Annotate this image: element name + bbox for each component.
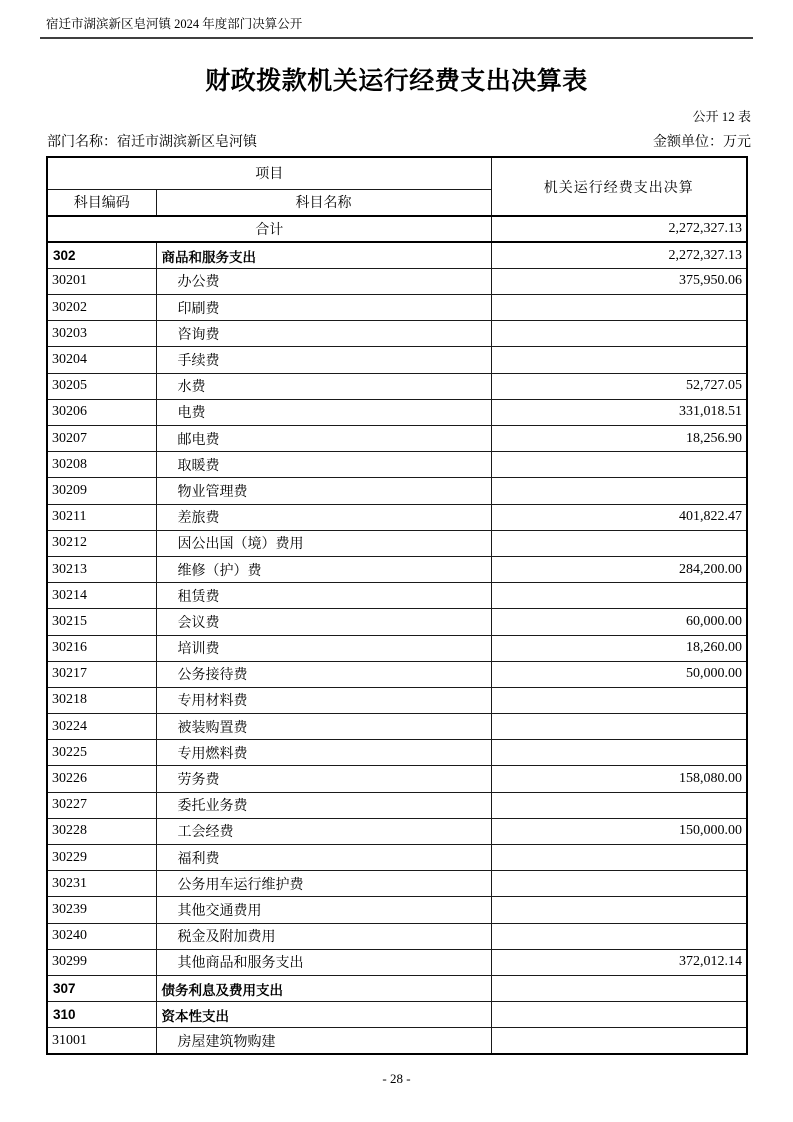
subject-name-cell: 委托业务费 bbox=[156, 792, 491, 818]
subject-name-cell: 商品和服务支出 bbox=[156, 242, 491, 268]
subject-name-cell: 差旅费 bbox=[156, 504, 491, 530]
amount-cell bbox=[491, 740, 747, 766]
amount-cell bbox=[491, 530, 747, 556]
header-row-project bbox=[47, 157, 747, 189]
subject-code-cell: 30214 bbox=[47, 583, 156, 609]
meta-row bbox=[40, 131, 753, 151]
subject-name-cell: 劳务费 bbox=[156, 766, 491, 792]
table-row bbox=[47, 530, 747, 556]
table-row bbox=[47, 1002, 747, 1028]
page-number: - 28 - bbox=[382, 1071, 411, 1086]
subject-code-cell: 30228 bbox=[47, 818, 156, 844]
subject-name-cell: 房屋建筑物购建 bbox=[156, 1028, 491, 1054]
department-name-label: 部门名称：宿迁市湖滨新区皂河镇 bbox=[47, 135, 257, 150]
subject-code-cell: 30215 bbox=[47, 609, 156, 635]
table-row bbox=[47, 583, 747, 609]
table-row bbox=[47, 897, 747, 923]
subject-code-cell: 30226 bbox=[47, 766, 156, 792]
subject-name-cell: 其他交通费用 bbox=[156, 897, 491, 923]
subject-code-cell: 31001 bbox=[47, 1028, 156, 1054]
subject-name-cell: 电费 bbox=[156, 399, 491, 425]
subject-code-cell: 310 bbox=[47, 1002, 156, 1028]
subject-name-cell: 水费 bbox=[156, 373, 491, 399]
table-row bbox=[47, 504, 747, 530]
table-row bbox=[47, 295, 747, 321]
table-row bbox=[47, 687, 747, 713]
table-row bbox=[47, 452, 747, 478]
subject-name-cell: 因公出国（境）费用 bbox=[156, 530, 491, 556]
table-row bbox=[47, 714, 747, 740]
subject-code-cell: 302 bbox=[47, 242, 156, 268]
table-row bbox=[47, 373, 747, 399]
amount-cell bbox=[491, 321, 747, 347]
subject-name-cell: 公务接待费 bbox=[156, 661, 491, 687]
table-row bbox=[47, 975, 747, 1001]
column-header-name: 科目名称 bbox=[156, 189, 491, 216]
subject-code-cell: 30240 bbox=[47, 923, 156, 949]
document-header bbox=[40, 12, 753, 39]
subject-code-cell: 30229 bbox=[47, 845, 156, 871]
amount-cell bbox=[491, 923, 747, 949]
table-row bbox=[47, 242, 747, 268]
table-row bbox=[47, 740, 747, 766]
table-row bbox=[47, 635, 747, 661]
subject-name-cell: 会议费 bbox=[156, 609, 491, 635]
subject-code-cell: 30231 bbox=[47, 871, 156, 897]
amount-cell: 158,080.00 bbox=[491, 766, 747, 792]
subject-code-cell: 30207 bbox=[47, 426, 156, 452]
subject-code-cell: 30209 bbox=[47, 478, 156, 504]
amount-cell: 284,200.00 bbox=[491, 556, 747, 582]
subject-name-cell: 印刷费 bbox=[156, 295, 491, 321]
amount-cell bbox=[491, 871, 747, 897]
amount-cell: 52,727.05 bbox=[491, 373, 747, 399]
subject-code-cell: 30299 bbox=[47, 949, 156, 975]
table-row bbox=[47, 399, 747, 425]
amount-cell: 60,000.00 bbox=[491, 609, 747, 635]
amount-cell bbox=[491, 478, 747, 504]
amount-cell bbox=[491, 583, 747, 609]
table-row bbox=[47, 426, 747, 452]
table-row bbox=[47, 949, 747, 975]
amount-cell: 372,012.14 bbox=[491, 949, 747, 975]
subject-name-cell: 工会经费 bbox=[156, 818, 491, 844]
subject-name-cell: 专用燃料费 bbox=[156, 740, 491, 766]
subject-code-cell: 307 bbox=[47, 975, 156, 1001]
expense-table-body bbox=[47, 216, 747, 1054]
amount-cell: 50,000.00 bbox=[491, 661, 747, 687]
expense-table bbox=[46, 156, 748, 1055]
amount-cell bbox=[491, 714, 747, 740]
amount-cell: 375,950.06 bbox=[491, 268, 747, 294]
subject-code-cell: 30203 bbox=[47, 321, 156, 347]
subject-name-cell: 其他商品和服务支出 bbox=[156, 949, 491, 975]
table-row bbox=[47, 792, 747, 818]
expense-table-header bbox=[47, 157, 747, 216]
table-row bbox=[47, 1028, 747, 1054]
subject-code-cell: 30206 bbox=[47, 399, 156, 425]
total-label: 合计 bbox=[47, 216, 491, 242]
page-title: 财政拨款机关运行经费支出决算表 bbox=[205, 67, 588, 95]
subject-code-cell: 30202 bbox=[47, 295, 156, 321]
amount-cell bbox=[491, 347, 747, 373]
subject-name-cell: 办公费 bbox=[156, 268, 491, 294]
subject-code-cell: 30205 bbox=[47, 373, 156, 399]
amount-cell bbox=[491, 845, 747, 871]
amount-cell bbox=[491, 897, 747, 923]
subject-name-cell: 租赁费 bbox=[156, 583, 491, 609]
table-row bbox=[47, 347, 747, 373]
amount-cell: 331,018.51 bbox=[491, 399, 747, 425]
table-row bbox=[47, 478, 747, 504]
subject-code-cell: 30213 bbox=[47, 556, 156, 582]
amount-cell: 18,260.00 bbox=[491, 635, 747, 661]
subject-code-cell: 30217 bbox=[47, 661, 156, 687]
subject-code-cell: 30225 bbox=[47, 740, 156, 766]
subject-name-cell: 培训费 bbox=[156, 635, 491, 661]
amount-cell bbox=[491, 792, 747, 818]
subject-name-cell: 公务用车运行维护费 bbox=[156, 871, 491, 897]
subject-name-cell: 被装购置费 bbox=[156, 714, 491, 740]
subject-name-cell: 邮电费 bbox=[156, 426, 491, 452]
amount-cell bbox=[491, 975, 747, 1001]
table-row bbox=[47, 609, 747, 635]
table-number-label: 公开 12 表 bbox=[692, 109, 751, 124]
table-row bbox=[47, 661, 747, 687]
column-header-project: 项目 bbox=[47, 157, 491, 189]
subject-code-cell: 30208 bbox=[47, 452, 156, 478]
subject-name-cell: 资本性支出 bbox=[156, 1002, 491, 1028]
subject-name-cell: 福利费 bbox=[156, 845, 491, 871]
subject-name-cell: 维修（护）费 bbox=[156, 556, 491, 582]
subject-name-cell: 税金及附加费用 bbox=[156, 923, 491, 949]
subject-name-cell: 债务利息及费用支出 bbox=[156, 975, 491, 1001]
amount-cell bbox=[491, 687, 747, 713]
subject-name-cell: 物业管理费 bbox=[156, 478, 491, 504]
subject-code-cell: 30224 bbox=[47, 714, 156, 740]
subject-name-cell: 取暖费 bbox=[156, 452, 491, 478]
table-row bbox=[47, 556, 747, 582]
subject-code-cell: 30212 bbox=[47, 530, 156, 556]
subject-name-cell: 专用材料费 bbox=[156, 687, 491, 713]
amount-cell bbox=[491, 295, 747, 321]
amount-cell bbox=[491, 1002, 747, 1028]
subject-code-cell: 30218 bbox=[47, 687, 156, 713]
table-row bbox=[47, 845, 747, 871]
amount-cell: 18,256.90 bbox=[491, 426, 747, 452]
table-row bbox=[47, 321, 747, 347]
subject-code-cell: 30227 bbox=[47, 792, 156, 818]
amount-unit-label: 金额单位：万元 bbox=[653, 135, 751, 150]
subject-code-cell: 30216 bbox=[47, 635, 156, 661]
column-header-value: 机关运行经费支出决算 bbox=[491, 157, 747, 216]
table-row bbox=[47, 871, 747, 897]
column-header-code: 科目编码 bbox=[47, 189, 156, 216]
total-amount: 2,272,327.13 bbox=[491, 216, 747, 242]
document-header-title: 宿迁市湖滨新区皂河镇 2024 年度部门决算公开 bbox=[46, 17, 303, 31]
amount-cell bbox=[491, 452, 747, 478]
total-row bbox=[47, 216, 747, 242]
subject-code-cell: 30211 bbox=[47, 504, 156, 530]
subject-name-cell: 咨询费 bbox=[156, 321, 491, 347]
amount-cell: 2,272,327.13 bbox=[491, 242, 747, 268]
subject-code-cell: 30201 bbox=[47, 268, 156, 294]
amount-cell: 401,822.47 bbox=[491, 504, 747, 530]
subject-code-cell: 30204 bbox=[47, 347, 156, 373]
table-row bbox=[47, 818, 747, 844]
amount-cell bbox=[491, 1028, 747, 1054]
subject-name-cell: 手续费 bbox=[156, 347, 491, 373]
subject-code-cell: 30239 bbox=[47, 897, 156, 923]
table-row bbox=[47, 923, 747, 949]
table-row bbox=[47, 268, 747, 294]
amount-cell: 150,000.00 bbox=[491, 818, 747, 844]
table-row bbox=[47, 766, 747, 792]
